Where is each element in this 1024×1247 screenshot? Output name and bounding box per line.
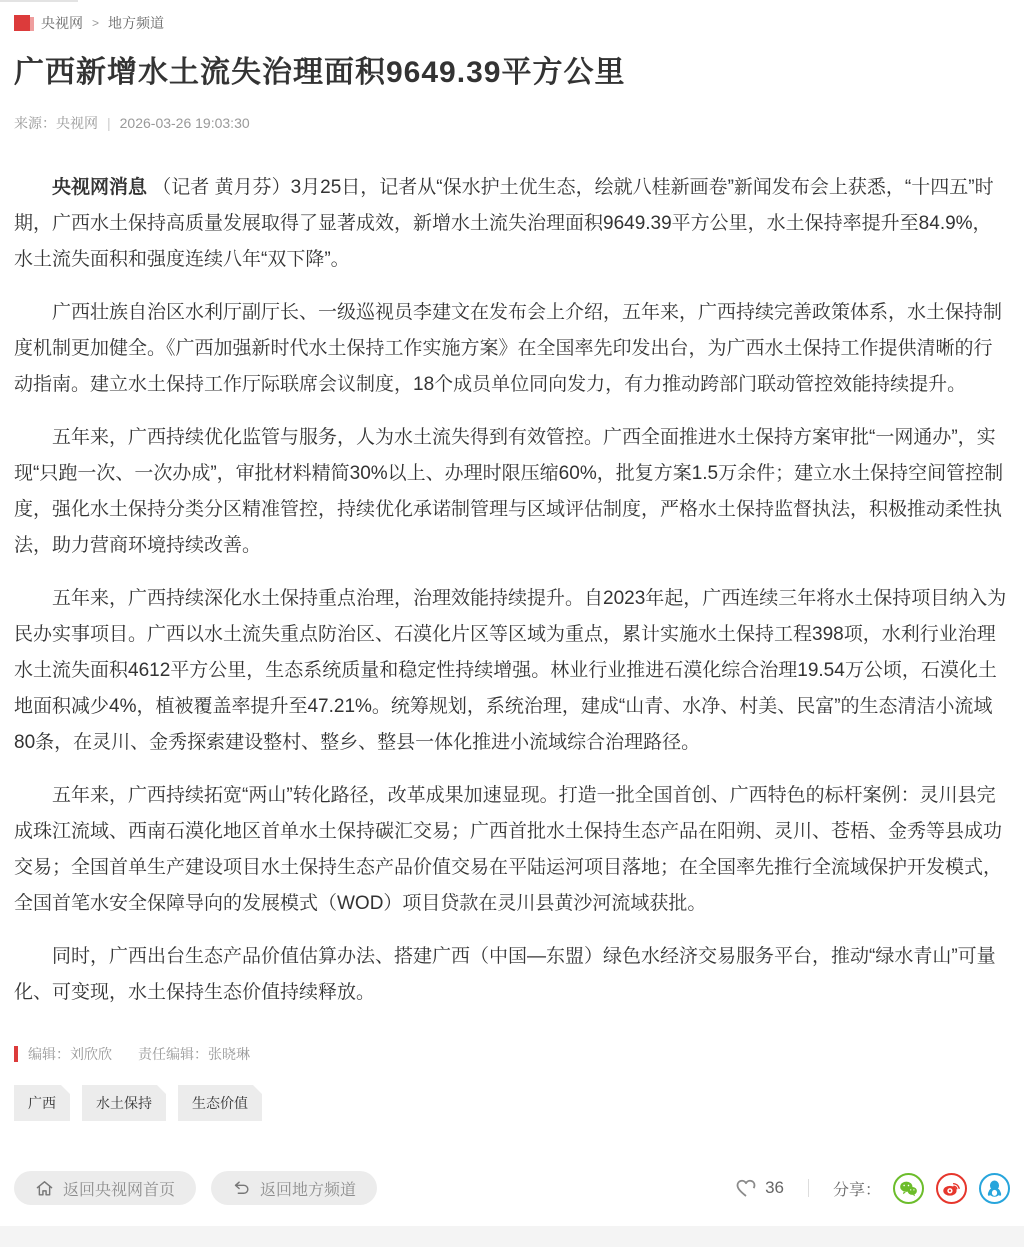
action-bar <box>14 1171 1010 1205</box>
tag-eco-value[interactable]: 生态价值 <box>178 1085 262 1121</box>
wechat-icon[interactable] <box>893 1173 924 1204</box>
back-home-label: 返回央视网首页 <box>63 1181 176 1199</box>
return-arrow-icon <box>232 1179 251 1198</box>
lead-rest-text: （记者 黄月芬）3月25日，记者从“保水护土优生态，绘就八桂新画卷”新闻发布会上获悉，“十四五”时期，广西水土保持高质量发展取得了显著成效，新增水土流失治理面积9649.39平方公里，水土保持率提升至84.9%，水土流失面积和强度连续八年“双下降”。 <box>14 177 994 270</box>
source-name[interactable]: 央视网 <box>56 115 98 131</box>
breadcrumb <box>14 0 1010 33</box>
page-footer-strip <box>0 1226 1024 1247</box>
publish-datetime: 2026-03-26 19:03:30 <box>119 115 250 131</box>
home-icon <box>35 1179 54 1198</box>
chief-editor-label: 责任编辑： <box>138 1046 208 1062</box>
page-title: 广西新增水土流失治理面积9649.39平方公里 <box>14 56 626 89</box>
back-channel-button[interactable] <box>211 1171 377 1205</box>
article-paragraph: 五年来，广西持续优化监管与服务，人为水土流失得到有效管控。广西全面推进水土保持方案审批“一网通办”，实现“只跑一次、一次办成”，审批材料精简30%以上、办理时限压缩60%，批复方案1.5万余件；建立水土保持空间管控制度，强化水土保持分类分区精准管控，持续优化承诺制管理与区域评估制度，严格水土保持监督执法，积极推动柔性执法，助力营商环境持续改善。 <box>14 427 1004 556</box>
editor-label: 编辑： <box>28 1046 70 1062</box>
red-bar-decoration <box>14 1046 18 1062</box>
breadcrumb-channel[interactable]: 地方频道 <box>108 15 165 31</box>
editors-line <box>14 1044 1010 1064</box>
scrolled-header-fragment <box>0 0 78 2</box>
article-paragraph: 同时，广西出台生态产品价值估算办法、搭建广西（中国—东盟）绿色水经济交易服务平台，推动“绿水青山”可量化、可变现，水土保持生态价值持续释放。 <box>14 946 996 1003</box>
source-label: 来源： <box>14 115 56 131</box>
meta-divider: | <box>107 115 111 131</box>
article-paragraph: 五年来，广西持续拓宽“两山”转化路径，改革成果加速显现。打造一批全国首创、广西特色的标杆案例：灵川县完成珠江流域、西南石漠化地区首单水土保持碳汇交易；广西首批水土保持生态产品在阳朔、灵川、苍梧、金秀等县成功交易；全国首单生产建设项目水土保持生态产品价值交易在平陆运河项目落地；在全国率先推行全流域保护开发模式，全国首笔水安全保障导向的发展模式（WOD）项目贷款在灵川县黄沙河流域获批。 <box>14 785 1003 914</box>
article-paragraph: 五年来，广西持续深化水土保持重点治理，治理效能持续提升。自2023年起，广西连续三年将水土保持项目纳入为民办实事项目。广西以水土流失重点防治区、石漠化片区等区域为重点，累计实施水土保持工程398项，水利行业治理水土流失面积4612平方公里，生态系统质量和稳定性持续增强。林业行业推进石漠化综合治理19.54万公顷，石漠化土地面积减少4%，植被覆盖率提升至47.21%。统筹规划，系统治理，建成“山青、水净、村美、民富”的生态清洁小流域80条，在灵川、金秀探索建设整村、整乡、整县一体化推进小流域综合治理路径。 <box>14 588 1007 753</box>
back-channel-label: 返回地方频道 <box>260 1181 357 1199</box>
article-meta <box>14 113 1010 133</box>
share-label: 分享： <box>832 1181 881 1199</box>
tag-guangxi[interactable]: 广西 <box>14 1085 70 1121</box>
article-body <box>14 170 1010 1011</box>
article-paragraph-lead <box>14 170 1010 278</box>
weibo-icon[interactable] <box>936 1173 967 1204</box>
cctv-logo-icon <box>14 15 30 31</box>
tag-soil-conservation[interactable]: 水土保持 <box>82 1085 166 1121</box>
vertical-divider <box>808 1179 809 1197</box>
back-home-button[interactable] <box>14 1171 196 1205</box>
chief-editor-name: 张晓琳 <box>208 1046 250 1062</box>
like-button[interactable] <box>734 1176 784 1200</box>
heart-icon <box>734 1176 758 1200</box>
tag-list <box>14 1085 1010 1121</box>
engagement-bar <box>734 1173 1010 1204</box>
qq-icon[interactable] <box>979 1173 1010 1204</box>
back-buttons <box>14 1171 377 1205</box>
lead-bold-text: 央视网消息 <box>52 177 148 198</box>
editor-name: 刘欣欣 <box>70 1046 112 1062</box>
article-paragraph: 广西壮族自治区水利厅副厅长、一级巡视员李建文在发布会上介绍，五年来，广西持续完善政策体系，水土保持制度机制更加健全。《广西加强新时代水土保持工作实施方案》在全国率先印发出台，为广西水土保持工作提供清晰的行动指南。建立水土保持工作厅际联席会议制度，18个成员单位同向发力，有力推动跨部门联动管控效能持续提升。 <box>14 302 1003 395</box>
like-count: 36 <box>765 1178 784 1197</box>
editor-group <box>28 1044 112 1064</box>
chief-editor-group <box>138 1044 250 1064</box>
breadcrumb-separator: > <box>92 16 100 30</box>
breadcrumb-site[interactable]: 央视网 <box>41 15 83 31</box>
